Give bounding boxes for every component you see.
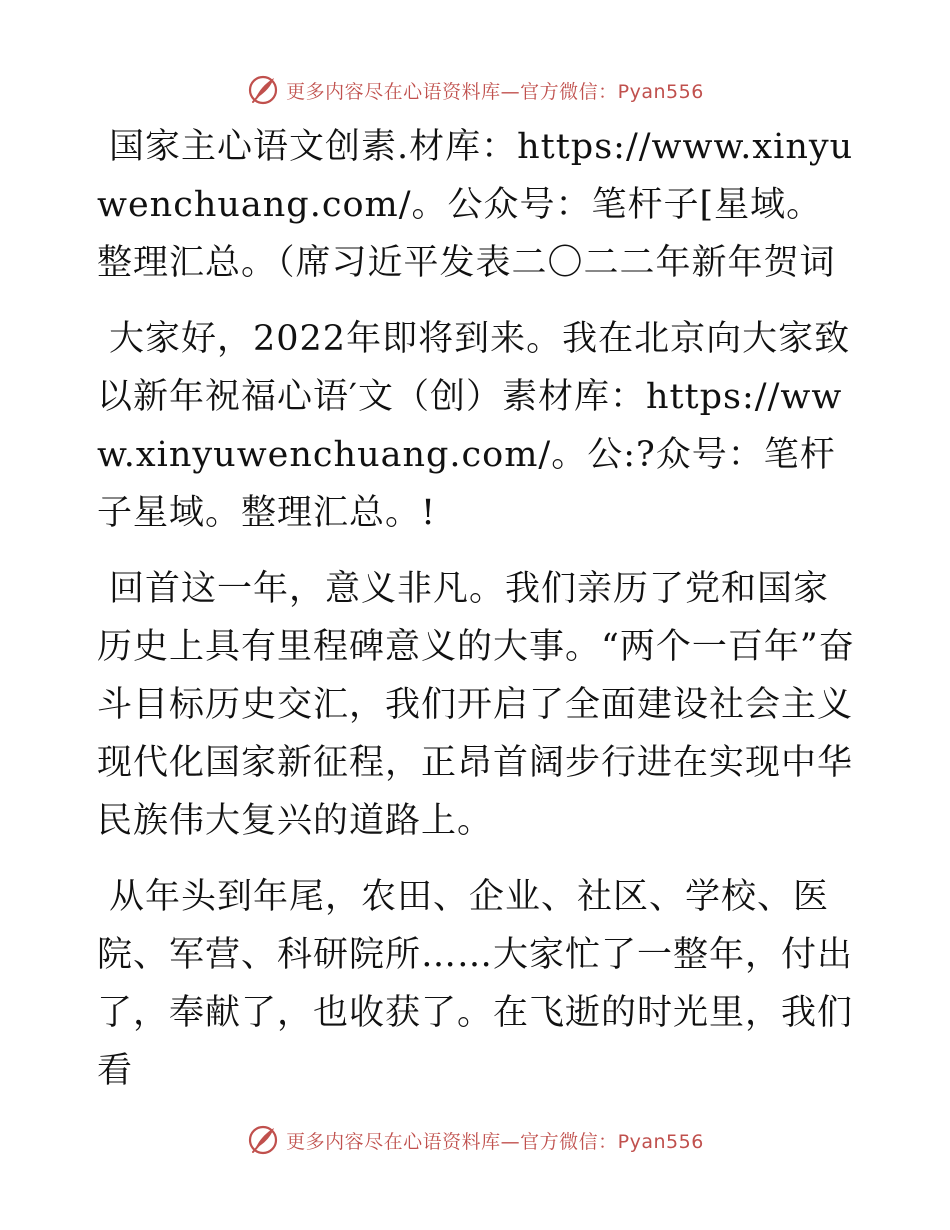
feather-quill-icon [246,73,280,107]
paragraph-greeting: 大家好，2022年即将到来。我在北京向大家致以新年祝福心语′文（创）素材库：https://www.xinyuwenchuang.com/。公:?众号：笔杆子星域。整理汇总。! [97,319,851,533]
header-banner-content [246,73,704,107]
header-banner [0,70,950,110]
footer-banner-content [246,1123,704,1157]
paragraph-source-note: 国家主心语文创素.材库：https://www.xinyuwenchuang.com/。公众号：笔杆子[星域。整理汇总。（席习近平发表二〇二二年新年贺词 [97,127,854,283]
footer-banner [0,1120,950,1160]
document-body [97,118,857,1118]
paragraph-work-year: 从年头到年尾，农田、企业、社区、学校、医院、军营、科研院所……大家忙了一整年，付出了，奉献了，也收获了。在飞逝的时光里，我们看 [97,877,854,1091]
feather-quill-icon [246,1123,280,1157]
header-banner-text: 更多内容尽在心语资料库—官方微信：Pyan556 [286,80,704,103]
footer-banner-text: 更多内容尽在心语资料库—官方微信：Pyan556 [286,1130,704,1153]
paragraph-year-review: 回首这一年，意义非凡。我们亲历了党和国家历史上具有里程碑意义的大事。“两个一百年”奋斗目标历史交汇，我们开启了全面建设社会主义现代化国家新征程，正昂首阔步行进在实现中华民族伟大复兴的道路上。 [97,569,855,841]
